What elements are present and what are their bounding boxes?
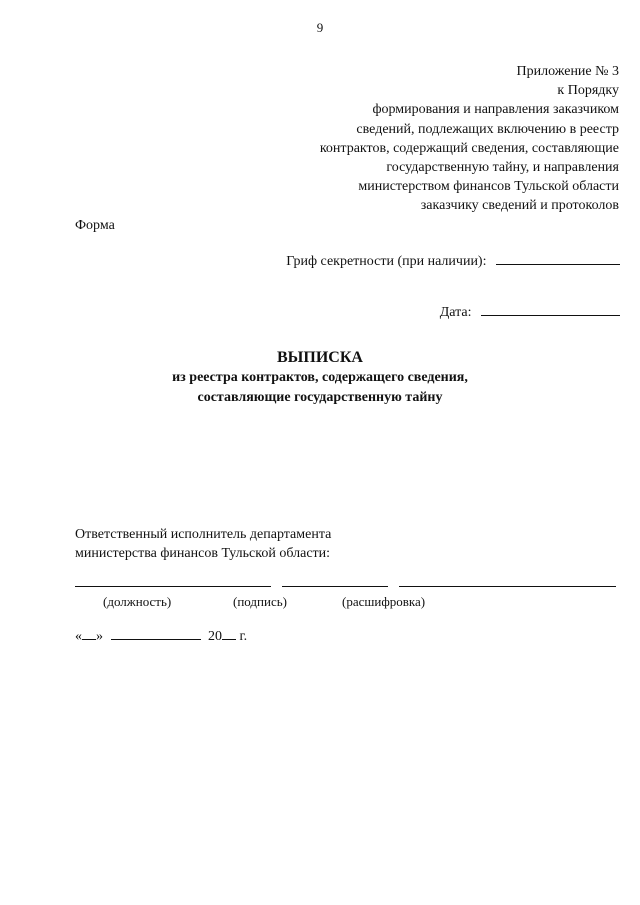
- appendix-line: Приложение № 3: [516, 64, 619, 79]
- appendix-line: сведений, подлежащих включению в реестр: [356, 121, 619, 137]
- secrecy-label: Гриф секретности (при наличии):: [286, 254, 487, 269]
- appendix-line: заказчику сведений и протоколов: [420, 198, 619, 214]
- date-field: [440, 302, 620, 321]
- appendix-line: контрактов, содержащий сведения, составляющие: [319, 140, 619, 156]
- secrecy-fill-line: [496, 251, 620, 265]
- year-prefix: 20: [208, 629, 222, 644]
- title-subtitle-line: составляющие государственную тайну: [197, 390, 443, 405]
- position-caption: (должность): [103, 594, 172, 609]
- date-close-quote: »: [96, 629, 103, 644]
- responsible-line: министерства финансов Тульской области:: [75, 546, 331, 561]
- day-blank: [82, 627, 96, 640]
- form-label: Форма: [75, 218, 115, 233]
- month-blank: [111, 627, 201, 640]
- year-suffix: г.: [239, 629, 248, 644]
- signature-line: [282, 586, 388, 587]
- year-blank: [222, 627, 236, 640]
- appendix-line: государственную тайну, и направления: [386, 160, 619, 176]
- secrecy-field: [286, 251, 620, 270]
- date-open-quote: «: [75, 629, 82, 644]
- date-label: Дата:: [439, 305, 472, 320]
- signature-caption: (подпись): [233, 594, 287, 609]
- title-main: ВЫПИСКА: [277, 349, 363, 366]
- signature-date: [75, 627, 247, 645]
- position-line: [75, 586, 271, 587]
- appendix-line: к Порядку: [557, 83, 619, 99]
- document-title: [0, 348, 640, 408]
- decoding-line: [399, 586, 616, 587]
- title-subtitle-line: из реестра контрактов, содержащего сведения,: [172, 370, 468, 385]
- appendix-line: формирования и направления заказчиком: [372, 102, 619, 118]
- appendix-header: [320, 62, 619, 216]
- decoding-caption: (расшифровка): [342, 594, 426, 609]
- appendix-line: министерством финансов Тульской области: [358, 179, 619, 195]
- date-fill-line: [481, 302, 620, 316]
- responsible-executor: [75, 525, 331, 563]
- responsible-line: Ответственный исполнитель департамента: [75, 527, 332, 542]
- page-number: 9: [316, 20, 324, 35]
